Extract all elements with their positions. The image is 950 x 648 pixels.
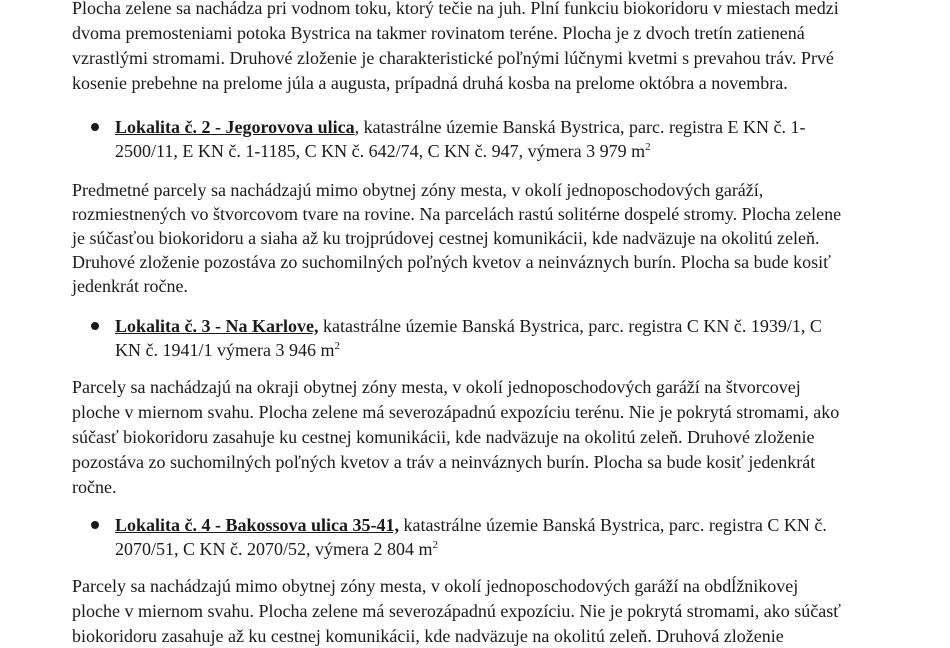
bullet-line-2 bbox=[115, 139, 651, 163]
paragraph-line: ploche v miernom svahu. Plocha zelene má severozápadnú expozíciu terénu. Nie je pokrytá stromami, ako bbox=[72, 402, 840, 422]
paragraph-line: jedenkrát ročne. bbox=[72, 276, 188, 296]
paragraph-line: dvoma premosteniami potoka Bystrica na takmer rovinatom teréne. Plocha je z dvoch tretín zatienená bbox=[72, 23, 805, 43]
bullet-icon bbox=[91, 123, 99, 131]
paragraph-line: ploche v miernom svahu. Plocha zelene má severozápadnú expozíciu. Nie je pokrytá stromami, ako súčasť bbox=[72, 601, 841, 621]
paragraph-line: Plocha zelene sa nachádza pri vodnom toku, ktorý tečie na juh. Plní funkciu biokoridoru v miestach medzi bbox=[72, 0, 839, 18]
paragraph-line: kosenie prebehne na prelome júla a augusta, prípadná druhá kosba na prelome októbra a novembra. bbox=[72, 73, 788, 93]
paragraph-line: biokoridoru zasahuje až ku cestnej komunikácii, kde nadväzuje na okolitú zeleň. Druhová zloženie bbox=[72, 626, 784, 646]
lokalita-details: , katastrálne územie Banská Bystrica, parc. registra E KN č. 1- bbox=[354, 117, 806, 137]
lokalita-details: katastrálne územie Banská Bystrica, parc. registra C KN č. bbox=[399, 515, 827, 535]
lokalita-title: Lokalita č. 3 - Na Karlove, bbox=[115, 316, 319, 336]
bullet-icon bbox=[91, 521, 99, 529]
lokalita-title: Lokalita č. 4 - Bakossova ulica 35-41, bbox=[115, 515, 400, 535]
bullet-line-1 bbox=[115, 115, 805, 139]
paragraph-line: Parcely sa nachádzajú na okraji obytnej zóny mesta, v okolí jednoposchodových garáží na štvorcovej bbox=[72, 377, 801, 397]
paragraph-line: rozmiestnených vo štvorcovom tvare na rovine. Na parcelách rastú solitérne dospelé stromy. Plocha zelene bbox=[72, 204, 842, 224]
lokalita-parcels: KN č. 1941/1 výmera 3 946 m bbox=[115, 340, 335, 360]
paragraph-line: Druhové zloženie pozostáva zo suchomilných poľných kvetov a neinváznych burín. Plocha sa bude kosiť bbox=[72, 252, 831, 272]
paragraph-line: súčasť biokoridoru zasahuje ku cestnej komunikácii, kde nadväzuje na okolitú zeleň. Druhové zloženie bbox=[72, 427, 815, 447]
paragraph-line: vzrastlými stromami. Druhové zloženie je charakteristické poľnými lúčnymi kvetmi s prevahou tráv. Prvé bbox=[72, 48, 834, 68]
unit-superscript: 2 bbox=[334, 340, 340, 352]
unit-superscript: 2 bbox=[432, 539, 438, 551]
paragraph-line: Parcely sa nachádzajú mimo obytnej zóny mesta, v okolí jednoposchodových garáží na obdĺžnikovej bbox=[72, 576, 799, 596]
bullet-line-1 bbox=[115, 513, 827, 537]
lokalita-parcels: 2070/51, C KN č. 2070/52, výmera 2 804 m bbox=[115, 539, 433, 559]
bullet-line-2 bbox=[115, 537, 438, 561]
paragraph-line: je súčasťou biokoridoru a siaha až ku trojprúdovej cestnej komunikácii, kde nadväzuje na okolitú zeleň. bbox=[72, 228, 820, 248]
lokalita-parcels: 2500/11, E KN č. 1-1185, C KN č. 642/74, C KN č. 947, výmera 3 979 m bbox=[115, 141, 646, 161]
unit-superscript: 2 bbox=[645, 141, 651, 153]
paragraph-line: ročne. bbox=[72, 477, 117, 497]
paragraph-line: Predmetné parcely sa nachádzajú mimo obytnej zóny mesta, v okolí jednoposchodových garáží, bbox=[72, 180, 764, 200]
lokalita-details: katastrálne územie Banská Bystrica, parc. registra C KN č. 1939/1, C bbox=[318, 316, 822, 336]
paragraph-line: pozostáva zo suchomilných poľných kvetov a tráv a neinváznych burín. Plocha sa bude kosiť jedenkrát bbox=[72, 452, 816, 472]
bullet-icon bbox=[91, 322, 99, 330]
bullet-line-1 bbox=[115, 314, 822, 338]
bullet-line-2 bbox=[115, 338, 340, 362]
lokalita-title: Lokalita č. 2 - Jegorovova ulica bbox=[115, 117, 355, 137]
